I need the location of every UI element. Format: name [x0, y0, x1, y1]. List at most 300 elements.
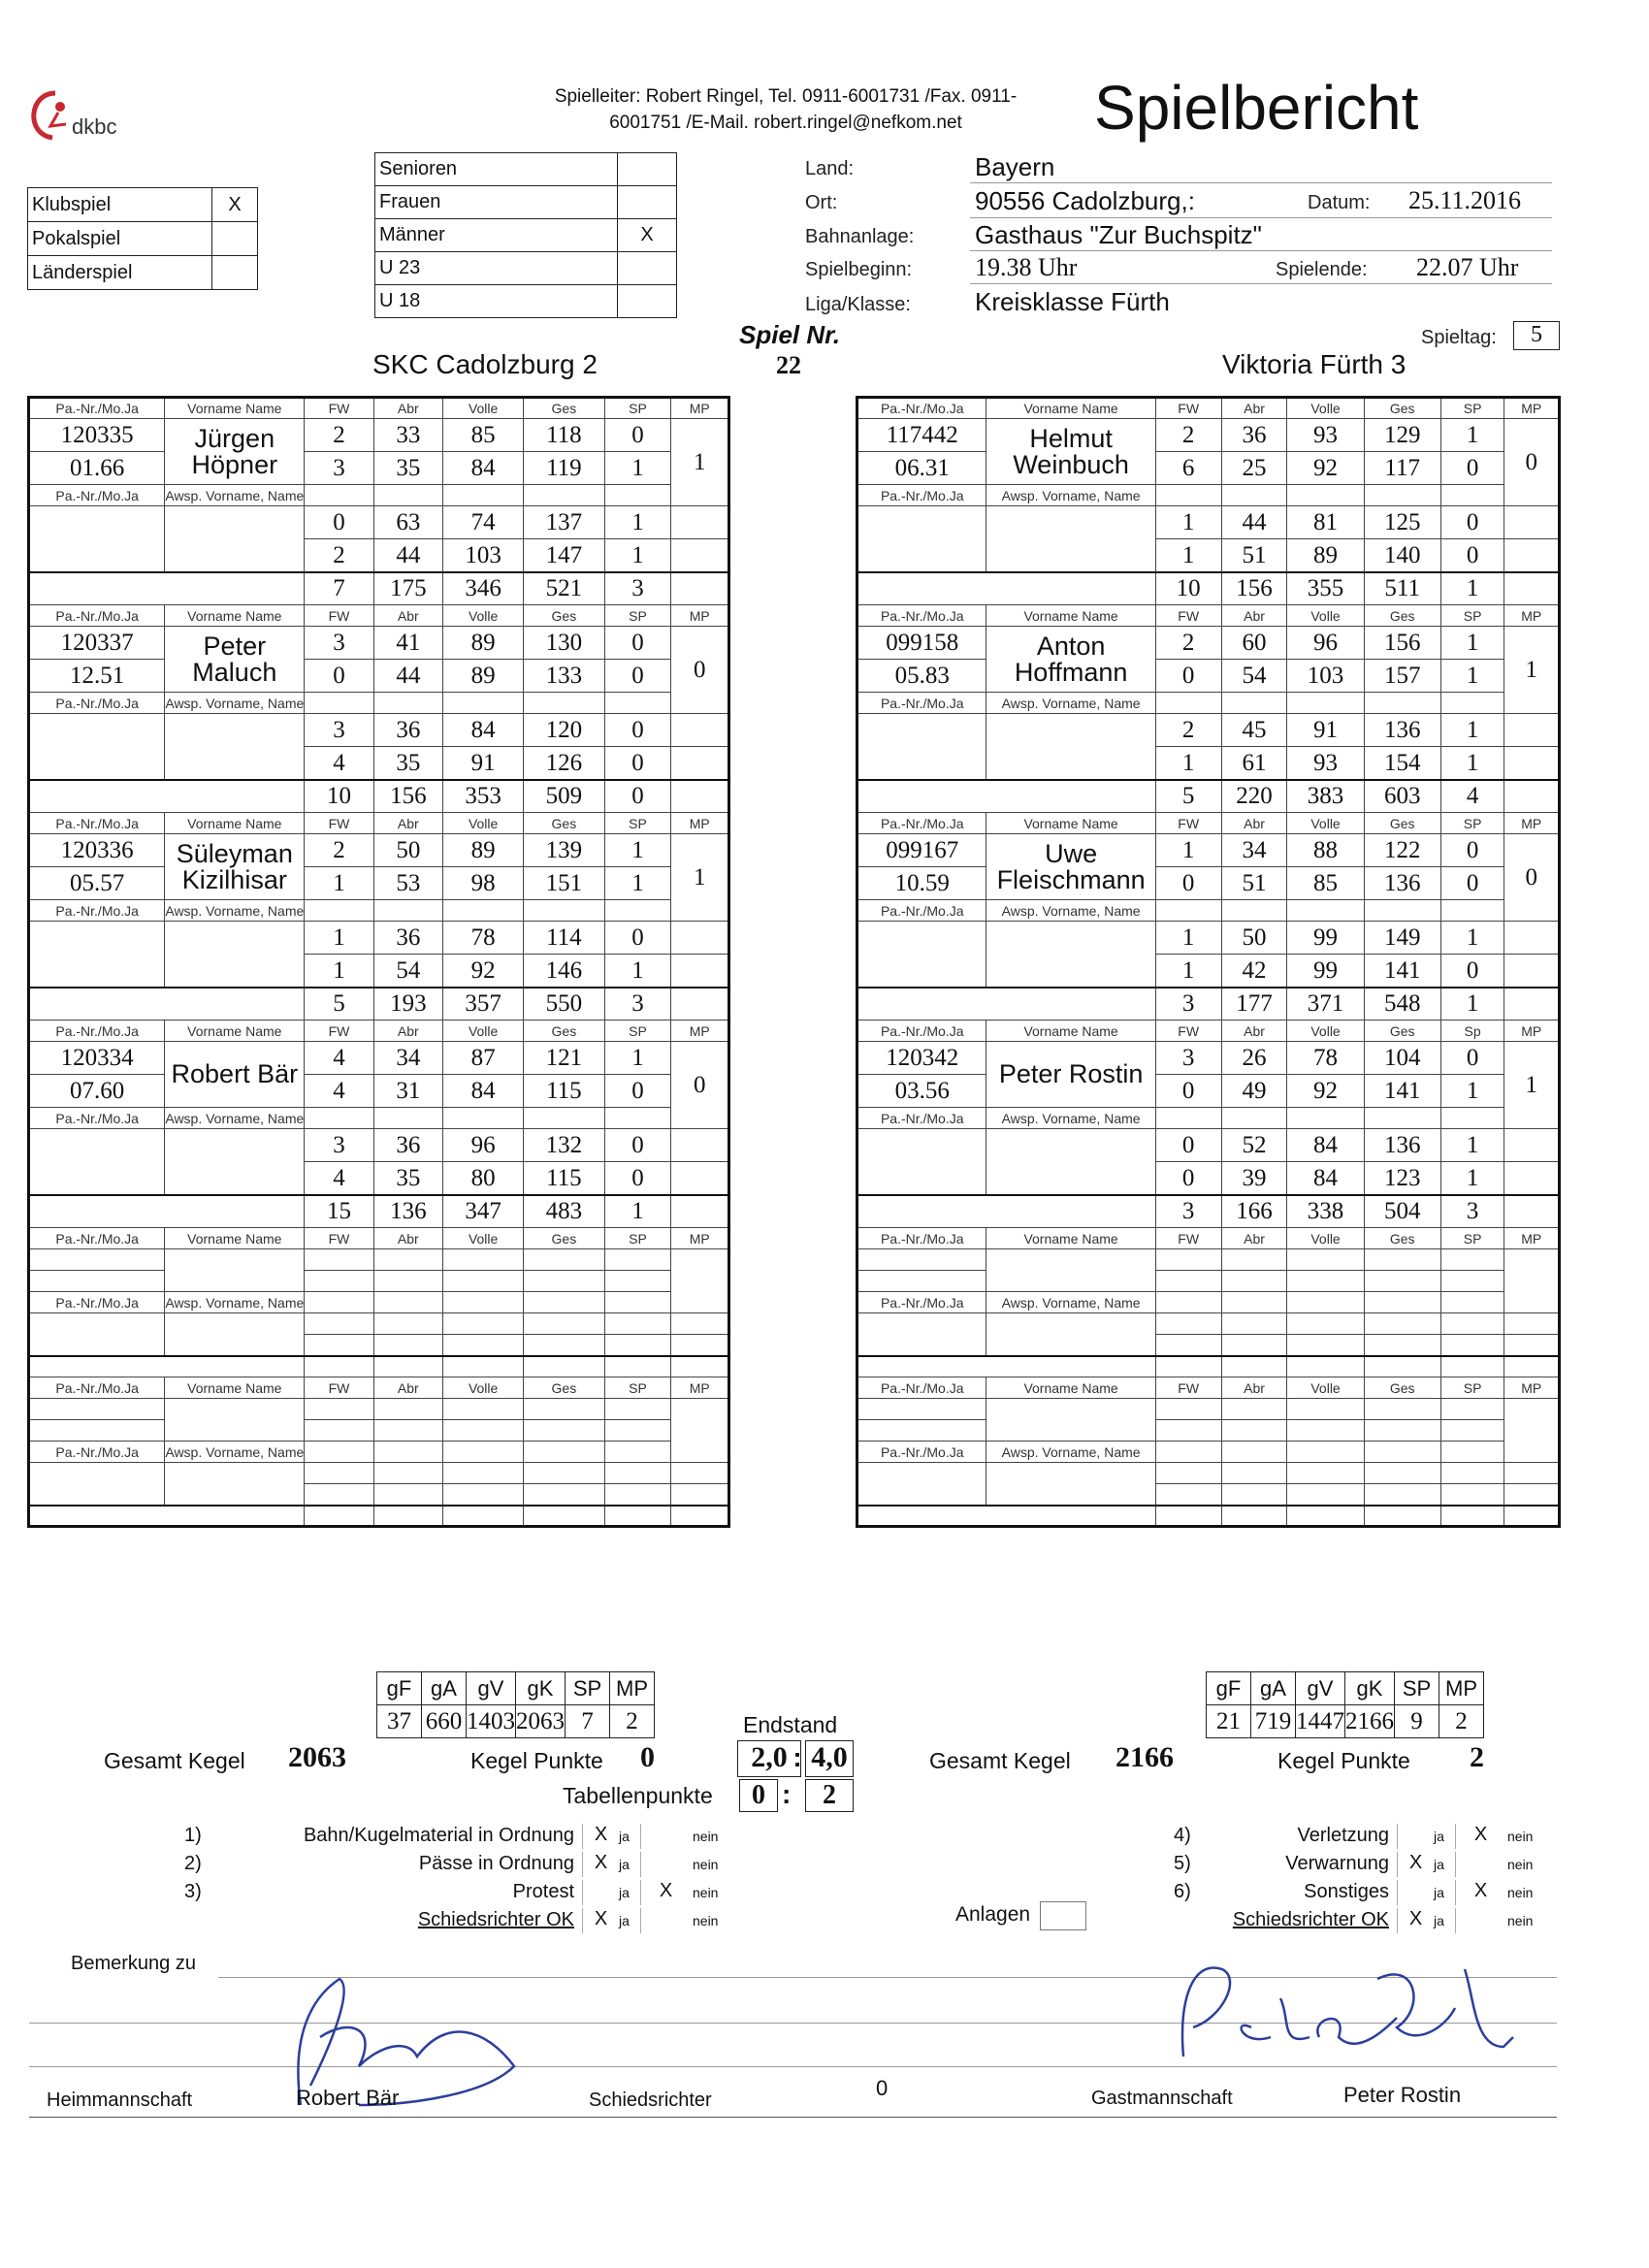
mp-cell: 1: [1504, 1042, 1560, 1129]
empty-cell: [165, 922, 305, 955]
score-cell: 50: [1221, 922, 1287, 955]
score-cell: [604, 1420, 671, 1442]
score-row: [857, 1129, 1560, 1162]
col-label: Ges: [524, 605, 604, 627]
game-kind-mark[interactable]: [212, 222, 258, 256]
empty-cell: [671, 988, 729, 1021]
col-label: MP: [671, 398, 729, 419]
nein-box[interactable]: [640, 1908, 691, 1933]
score-cell: [604, 1335, 671, 1356]
sum-cell: 5: [1155, 780, 1221, 813]
col-label: MP: [671, 1377, 729, 1399]
empty-cell: [671, 539, 729, 572]
sum-cell: 156: [373, 780, 442, 813]
sum-row: [857, 1506, 1560, 1527]
check-label: Protest: [512, 1881, 574, 1902]
score-cell: 4: [305, 1042, 373, 1075]
score-cell: 92: [1287, 452, 1364, 485]
score-cell: 4: [305, 1162, 373, 1195]
sum-label-cell: [857, 988, 1156, 1021]
game-kind-mark[interactable]: X: [212, 188, 258, 222]
score-row: [857, 452, 1560, 485]
totals-label: gF: [377, 1672, 422, 1705]
ja-box[interactable]: [1397, 1824, 1434, 1849]
empty-cell: [165, 747, 305, 780]
class-mark[interactable]: [618, 153, 677, 186]
ja-box[interactable]: X: [1397, 1908, 1434, 1933]
score-row: [29, 834, 729, 867]
totals-value: 9: [1395, 1705, 1439, 1738]
empty-cell: [373, 693, 442, 714]
beginn-label: Spielbeginn:: [805, 259, 913, 280]
player-nr: [857, 1399, 986, 1420]
name-label: Vorname Name: [986, 1228, 1155, 1249]
score-cell: [443, 1335, 524, 1356]
ja-box[interactable]: X: [582, 1824, 619, 1849]
score-cell: 1: [1440, 419, 1504, 452]
score-cell: 0: [1440, 1042, 1504, 1075]
totals-label: gV: [1296, 1672, 1345, 1705]
nein-box[interactable]: [640, 1852, 691, 1877]
score-cell: 151: [524, 867, 604, 900]
score-cell: [1364, 1313, 1440, 1335]
score-row: [857, 506, 1560, 539]
sum-cell: 7: [305, 572, 373, 605]
player-nr: 117442: [857, 419, 986, 452]
class-label: U 23: [375, 252, 618, 285]
sum-cell: [443, 1356, 524, 1377]
nein-label: nein: [1507, 1912, 1534, 1928]
score-cell: 0: [1440, 955, 1504, 988]
score-cell: 98: [443, 867, 524, 900]
score-cell: 1: [1440, 747, 1504, 780]
score-cell: [1364, 1399, 1440, 1420]
score-row: [29, 452, 729, 485]
score-cell: 39: [1221, 1162, 1287, 1195]
empty-cell: [524, 1108, 604, 1129]
pa-label: Pa.-Nr./Mo.Ja: [29, 813, 165, 834]
sum-label-cell: [29, 780, 305, 813]
class-mark[interactable]: [618, 252, 677, 285]
empty-cell: [305, 1108, 373, 1129]
empty-cell: [524, 1292, 604, 1313]
empty-cell: [29, 539, 165, 572]
sum-label-cell: [857, 1356, 1156, 1377]
sum-cell: 0: [604, 780, 671, 813]
score-row: [29, 1484, 729, 1506]
score-row: [857, 539, 1560, 572]
mp-cell: [1504, 1399, 1560, 1463]
score-cell: 61: [1221, 747, 1287, 780]
score-cell: 1: [1155, 922, 1221, 955]
pa-label: Pa.-Nr./Mo.Ja: [29, 1108, 165, 1129]
score-cell: [305, 1399, 373, 1420]
col-label: SP: [1440, 1377, 1504, 1399]
empty-cell: [986, 922, 1155, 955]
score-cell: [1221, 1484, 1287, 1506]
sum-label-cell: [857, 780, 1156, 813]
empty-cell: [857, 1463, 986, 1484]
pa-label: Pa.-Nr./Mo.Ja: [857, 1228, 986, 1249]
sum-label-cell: [857, 572, 1156, 605]
pa-label: Pa.-Nr./Mo.Ja: [29, 900, 165, 922]
sum-cell: 1: [604, 1195, 671, 1228]
empty-cell: [857, 506, 986, 539]
score-cell: [1440, 1420, 1504, 1442]
ort-label: Ort:: [805, 192, 838, 213]
score-cell: 2: [305, 834, 373, 867]
empty-cell: [857, 1484, 986, 1506]
score-cell: 129: [1364, 419, 1440, 452]
class-mark[interactable]: X: [618, 219, 677, 252]
empty-cell: [857, 747, 986, 780]
league-leader-info: Spielleiter: Robert Ringel, Tel. 0911-6001731 /Fax. 0911- 6001751 /E-Mail. robert.ringel@nefkom.net: [554, 86, 1018, 133]
sum-cell: [604, 1356, 671, 1377]
empty-cell: [1155, 1108, 1221, 1129]
empty-cell: [165, 1313, 305, 1335]
awsp-label: Awsp. Vorname, Name: [986, 900, 1155, 922]
col-label: SP: [1440, 813, 1504, 834]
mp-cell: [1504, 1249, 1560, 1313]
empty-cell: [1440, 693, 1504, 714]
score-row: [857, 1075, 1560, 1108]
name-label: Vorname Name: [165, 1377, 305, 1399]
score-cell: [1221, 1249, 1287, 1271]
score-row: [857, 660, 1560, 693]
name-label: Vorname Name: [986, 398, 1155, 419]
score-cell: 42: [1221, 955, 1287, 988]
nein-box[interactable]: X: [1455, 1824, 1505, 1849]
empty-cell: [671, 1313, 729, 1335]
ja-box[interactable]: X: [582, 1852, 619, 1877]
endstand-label: Endstand: [743, 1712, 838, 1737]
totals-value: 21: [1207, 1705, 1251, 1738]
nein-box[interactable]: [640, 1824, 691, 1849]
sum-cell: [305, 1506, 373, 1527]
score-cell: [443, 1249, 524, 1271]
check-num: 6): [1174, 1881, 1191, 1902]
score-cell: 117: [1364, 452, 1440, 485]
class-mark[interactable]: [618, 186, 677, 219]
empty-cell: [671, 780, 729, 813]
sum-cell: [524, 1356, 604, 1377]
empty-cell: [1504, 1356, 1560, 1377]
empty-cell: [857, 1129, 986, 1162]
score-cell: 63: [373, 506, 442, 539]
score-cell: 74: [443, 506, 524, 539]
awsp-label: Awsp. Vorname, Name: [986, 1442, 1155, 1463]
score-cell: 26: [1221, 1042, 1287, 1075]
name-label: Vorname Name: [986, 1377, 1155, 1399]
score-cell: 137: [524, 506, 604, 539]
anlagen-box[interactable]: [1040, 1901, 1086, 1930]
score-cell: [604, 1271, 671, 1292]
score-cell: 3: [305, 452, 373, 485]
ja-label: ja: [619, 1856, 630, 1872]
empty-cell: [857, 1313, 986, 1335]
col-label: MP: [1504, 605, 1560, 627]
score-row: [29, 867, 729, 900]
player-header-row: [29, 1228, 729, 1249]
class-label: U 18: [375, 285, 618, 318]
score-cell: 1: [1440, 714, 1504, 747]
mp-cell: [671, 1249, 729, 1313]
player-header-row: [29, 605, 729, 627]
score-row: [857, 1335, 1560, 1356]
sum-cell: 3: [1440, 1195, 1504, 1228]
awsp-label: Awsp. Vorname, Name: [165, 1108, 305, 1129]
player-name: [986, 627, 1155, 693]
score-row: [29, 747, 729, 780]
score-cell: 1: [1155, 506, 1221, 539]
col-label: MP: [1504, 1228, 1560, 1249]
checklist-right: [1174, 1822, 1581, 1934]
home-player-table: [27, 396, 730, 1528]
score-cell: 0: [1155, 1162, 1221, 1195]
score-cell: 1: [305, 867, 373, 900]
pa-label: Pa.-Nr./Mo.Ja: [29, 1377, 165, 1399]
sum-cell: [373, 1506, 442, 1527]
score-cell: [443, 1399, 524, 1420]
class-label: Männer: [375, 219, 618, 252]
score-row: [857, 1313, 1560, 1335]
empty-cell: [1504, 1506, 1560, 1527]
sum-cell: [1364, 1506, 1440, 1527]
player-nr: [29, 1399, 165, 1420]
home-gesamt-value: 2063: [288, 1741, 346, 1773]
empty-cell: [1440, 1108, 1504, 1129]
ja-box[interactable]: X: [1397, 1852, 1434, 1877]
score-row: [857, 1399, 1560, 1420]
sum-label-cell: [857, 1195, 1156, 1228]
sum-cell: 177: [1221, 988, 1287, 1021]
empty-cell: [305, 485, 373, 506]
empty-cell: [1504, 780, 1560, 813]
col-label: Ges: [1364, 605, 1440, 627]
name-label: Vorname Name: [986, 813, 1155, 834]
score-cell: 36: [373, 714, 442, 747]
sum-cell: [305, 1356, 373, 1377]
logo-text: dkbc: [72, 114, 117, 139]
player-birth: 05.83: [857, 660, 986, 693]
score-cell: 0: [305, 506, 373, 539]
sum-cell: 193: [373, 988, 442, 1021]
nein-box[interactable]: X: [640, 1880, 691, 1905]
sum-row: [29, 1356, 729, 1377]
score-cell: [305, 1313, 373, 1335]
name-label: Vorname Name: [986, 605, 1155, 627]
player-birth: 03.56: [857, 1075, 986, 1108]
game-kind-mark[interactable]: [212, 256, 258, 290]
totals-value: 2: [1439, 1705, 1484, 1738]
sum-row: [857, 572, 1560, 605]
ja-box[interactable]: [1397, 1880, 1434, 1905]
empty-cell: [165, 1484, 305, 1506]
col-label: Abr: [373, 605, 442, 627]
score-cell: 156: [1364, 627, 1440, 660]
check-row: [184, 1822, 786, 1850]
empty-cell: [604, 1442, 671, 1463]
player-header-row: [857, 1021, 1560, 1042]
class-row: [375, 285, 677, 318]
score-cell: 1: [305, 922, 373, 955]
score-cell: 115: [524, 1075, 604, 1108]
col-label: Abr: [1221, 1377, 1287, 1399]
score-cell: 89: [1287, 539, 1364, 572]
check-row: [1174, 1822, 1581, 1850]
sum-cell: [373, 1356, 442, 1377]
empty-cell: [1504, 539, 1560, 572]
empty-cell: [1504, 506, 1560, 539]
empty-cell: [986, 747, 1155, 780]
col-label: FW: [305, 1228, 373, 1249]
score-cell: 1: [604, 1042, 671, 1075]
empty-cell: [1504, 1463, 1560, 1484]
nein-box[interactable]: [1455, 1852, 1505, 1877]
page-title: Spielbericht: [1094, 73, 1419, 143]
tp-home: 0: [739, 1779, 778, 1812]
score-cell: [1155, 1313, 1221, 1335]
mp-cell: 1: [671, 419, 729, 506]
ja-label: ja: [619, 1884, 630, 1900]
empty-cell: [857, 955, 986, 988]
score-cell: 1: [1155, 955, 1221, 988]
sum-row: [857, 1195, 1560, 1228]
score-cell: 1: [1155, 747, 1221, 780]
empty-cell: [1364, 900, 1440, 922]
pa-label: Pa.-Nr./Mo.Ja: [29, 1442, 165, 1463]
score-row: [29, 1042, 729, 1075]
empty-cell: [443, 1442, 524, 1463]
score-cell: 115: [524, 1162, 604, 1195]
empty-cell: [857, 714, 986, 747]
ja-box[interactable]: [582, 1880, 619, 1905]
score-cell: [1287, 1313, 1364, 1335]
totals-label: gK: [516, 1672, 566, 1705]
substitute-row: [857, 900, 1560, 922]
check-label: Verwarnung: [1285, 1853, 1389, 1874]
empty-cell: [1287, 900, 1364, 922]
score-cell: 136: [1364, 1129, 1440, 1162]
score-cell: 53: [373, 867, 442, 900]
empty-cell: [1504, 747, 1560, 780]
ja-label: ja: [1434, 1828, 1444, 1844]
score-row: [29, 1420, 729, 1442]
nein-label: nein: [1507, 1884, 1534, 1900]
score-cell: 34: [373, 1042, 442, 1075]
score-cell: 54: [373, 955, 442, 988]
col-label: Abr: [373, 1228, 442, 1249]
score-cell: 120: [524, 714, 604, 747]
class-mark[interactable]: [618, 285, 677, 318]
player-name-1: Robert Bär: [171, 1059, 299, 1088]
score-cell: 1: [1440, 627, 1504, 660]
sum-cell: 383: [1287, 780, 1364, 813]
col-label: Abr: [1221, 398, 1287, 419]
empty-cell: [1440, 900, 1504, 922]
nein-box[interactable]: [1455, 1908, 1505, 1933]
nein-label: nein: [693, 1912, 719, 1928]
totals-value: 2166: [1345, 1705, 1395, 1738]
score-row: [857, 922, 1560, 955]
score-cell: 92: [443, 955, 524, 988]
score-cell: 99: [1287, 955, 1364, 988]
sum-row: [29, 1195, 729, 1228]
col-label: FW: [305, 1021, 373, 1042]
score-cell: 36: [373, 1129, 442, 1162]
ja-box[interactable]: X: [582, 1908, 619, 1933]
score-cell: [373, 1249, 442, 1271]
substitute-row: [29, 900, 729, 922]
bahn-value: Gasthaus "Zur Buchspitz": [975, 220, 1262, 249]
col-label: Abr: [1221, 605, 1287, 627]
name-label: Vorname Name: [165, 813, 305, 834]
empty-cell: [671, 1129, 729, 1162]
empty-cell: [986, 1162, 1155, 1195]
score-cell: [604, 1313, 671, 1335]
score-cell: 4: [305, 747, 373, 780]
col-label: Ges: [1364, 813, 1440, 834]
empty-cell: [1155, 693, 1221, 714]
sum-label-cell: [29, 1506, 305, 1527]
dkbc-logo: [21, 85, 157, 144]
empty-cell: [1440, 1292, 1504, 1313]
col-label: Ges: [524, 1228, 604, 1249]
game-kind-row: [28, 222, 258, 256]
score-cell: 87: [443, 1042, 524, 1075]
col-label: Volle: [1287, 398, 1364, 419]
mp-cell: 0: [1504, 419, 1560, 506]
score-cell: 34: [1221, 834, 1287, 867]
score-cell: 84: [1287, 1129, 1364, 1162]
score-cell: 133: [524, 660, 604, 693]
col-label: MP: [671, 605, 729, 627]
score-cell: [1364, 1249, 1440, 1271]
tabellenpunkte-label: Tabellenpunkte: [563, 1783, 713, 1808]
score-row: [29, 660, 729, 693]
empty-cell: [671, 1335, 729, 1356]
score-cell: 99: [1287, 922, 1364, 955]
col-label: Ges: [1364, 1228, 1440, 1249]
col-label: Volle: [1287, 1021, 1364, 1042]
score-cell: [1155, 1484, 1221, 1506]
pa-label: Pa.-Nr./Mo.Ja: [29, 485, 165, 506]
sum-cell: [604, 1506, 671, 1527]
score-cell: 0: [1440, 834, 1504, 867]
endstand-away: 4,0: [805, 1740, 854, 1777]
score-cell: 1: [1440, 1075, 1504, 1108]
empty-cell: [305, 1292, 373, 1313]
away-kp-value: 2: [1470, 1741, 1484, 1773]
ja-label: ja: [1434, 1912, 1444, 1928]
check-label: Schiedsrichter OK: [1232, 1909, 1389, 1930]
sum-cell: 346: [443, 572, 524, 605]
player-birth: [857, 1420, 986, 1442]
nein-box[interactable]: X: [1455, 1880, 1505, 1905]
score-cell: 3: [305, 627, 373, 660]
player-birth: 12.51: [29, 660, 165, 693]
empty-cell: [165, 1335, 305, 1356]
nein-label: nein: [1507, 1828, 1534, 1844]
totals-value: 2: [610, 1705, 655, 1738]
col-label: Abr: [373, 1377, 442, 1399]
col-label: Volle: [1287, 1377, 1364, 1399]
empty-cell: [604, 1292, 671, 1313]
sum-cell: [1364, 1356, 1440, 1377]
empty-cell: [604, 693, 671, 714]
player-birth: 07.60: [29, 1075, 165, 1108]
score-cell: [1287, 1271, 1364, 1292]
